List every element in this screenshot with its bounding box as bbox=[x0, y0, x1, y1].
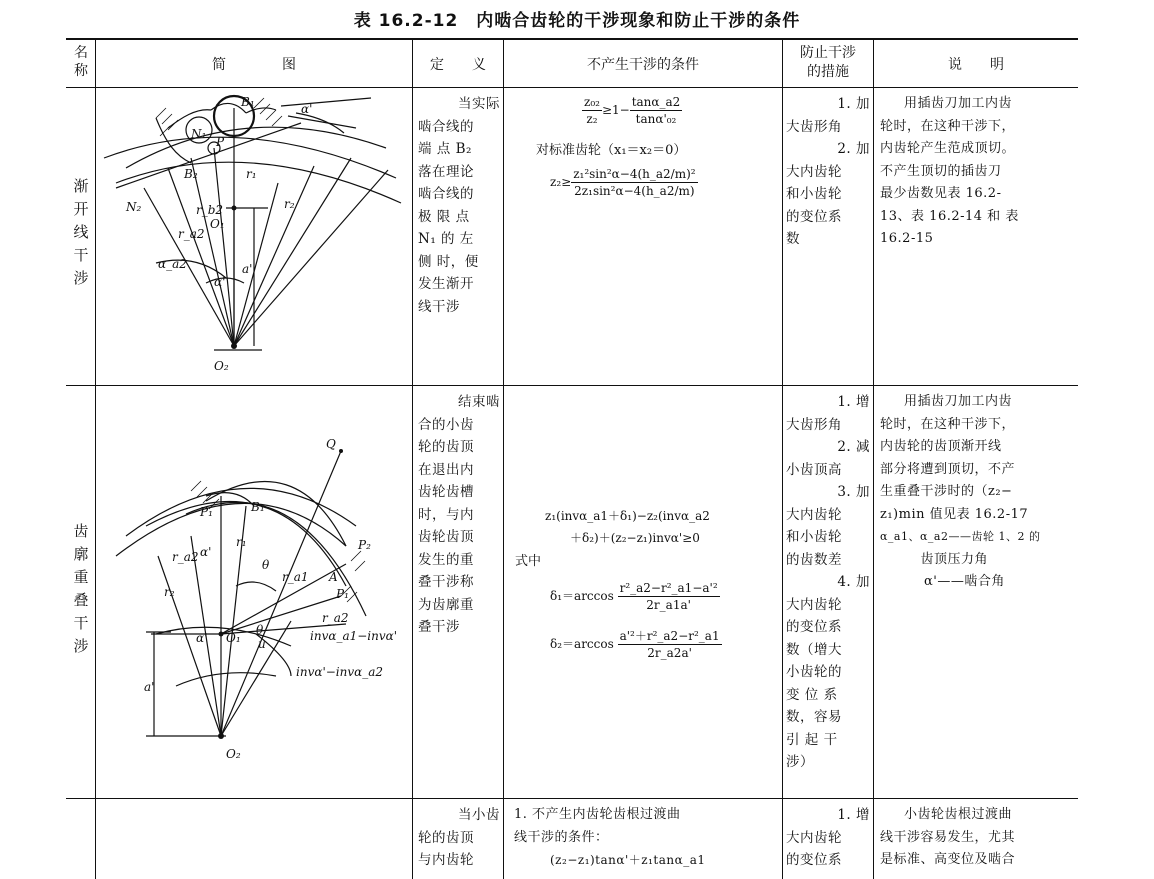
table-title: 表 16.2-12 内啮合齿轮的干涉现象和防止干涉的条件 bbox=[353, 11, 801, 31]
label-alpha-a2: α_a2 bbox=[158, 257, 187, 271]
label-ra2: r_a2 bbox=[172, 550, 199, 564]
label-B1: B₁ bbox=[241, 95, 255, 109]
row2-name: 齿 廓 重 叠 干 涉 bbox=[73, 522, 89, 655]
label-ra2: r_a2 bbox=[178, 227, 205, 241]
label-O2: O₂ bbox=[226, 747, 241, 761]
row2-cond-line3: 式中 bbox=[515, 554, 542, 569]
label-alpha-prime: α' bbox=[214, 275, 226, 289]
label-B2: B₂ bbox=[184, 167, 198, 181]
label-ra2-small: r_a2 bbox=[322, 611, 349, 625]
label-O2: O₂ bbox=[214, 359, 229, 373]
row1-note: 用插齿刀加工内齿 轮时，在这种干涉下， 内齿轮产生范成顶切。 不产生顶切的插齿刀 最少齿数见表 16.2- 13、表 16.2-14 和 表 16.2-15 bbox=[880, 96, 1019, 246]
label-r1: r₁ bbox=[236, 535, 247, 549]
header-note: 说 明 bbox=[948, 57, 1004, 73]
label-alpha-prime-low: α' bbox=[196, 631, 208, 645]
label-P1: P₁ bbox=[336, 587, 349, 601]
label-ra1: r_a1 bbox=[282, 570, 309, 584]
label-N1: N₁ bbox=[191, 127, 207, 141]
label-rb2: r_b2 bbox=[196, 203, 224, 217]
row1-diagram bbox=[96, 88, 412, 385]
header-measure: 防止干涉 的措施 bbox=[800, 45, 856, 80]
label-inv-2: invα'−invα_a2 bbox=[296, 665, 384, 679]
label-P2: P₂ bbox=[358, 538, 371, 552]
label-inv-1: invα_a1−invα' bbox=[310, 629, 398, 643]
label-P: P bbox=[216, 135, 225, 149]
row2-delta2: δ₂＝arccos $\frac{\text{a'²＋r²\_a2−r²\_a1}}{2r\_a2a'}$ bbox=[550, 629, 720, 660]
col-divider-5 bbox=[873, 38, 874, 879]
label-r1: r₁ bbox=[246, 167, 257, 181]
table-top-rule bbox=[66, 38, 1078, 40]
row2-note: 用插齿刀加工内齿 轮时，在这种干涉下， 内齿轮的齿顶渐开线 部分将遭到顶切，不产 生重叠干涉时的（z₂− z₁)min 值见表 16.2-17 α_a1、α_a2——齿轮 1、2 的 齿顶压力角 α'——啮合角 bbox=[880, 394, 1041, 589]
label-O1: O₁ bbox=[210, 217, 225, 231]
row2-delta1: δ₁＝arccos $\frac{\text{r²\_a2−r²\_a1−a'²}}{2r\_a1a'}$ bbox=[550, 581, 718, 612]
label-Q: Q bbox=[326, 437, 336, 451]
row1-name: 渐 开 线 干 涉 bbox=[73, 177, 89, 287]
label-r2: r₂ bbox=[284, 197, 295, 211]
label-alpha-prime-top: α' bbox=[301, 102, 313, 116]
row1-std-line: 对标准齿轮（x₁＝x₂＝0） bbox=[536, 143, 687, 158]
row2-cond-line1: z₁(invα_a1＋δ₁)−z₂(invα_a2 bbox=[545, 509, 710, 523]
col-divider-3 bbox=[503, 38, 504, 879]
label-theta-low: θ bbox=[256, 623, 264, 637]
header-sketch: 简 图 bbox=[212, 57, 296, 73]
header-name: 名 称 bbox=[74, 45, 88, 79]
label-A: A bbox=[329, 570, 338, 584]
label-alpha-prime: α' bbox=[200, 545, 212, 559]
label-theta: θ bbox=[262, 558, 270, 572]
row3-measure: 1. 增 大内齿轮 的变位系 bbox=[786, 807, 870, 868]
label-a-prime: a' bbox=[144, 680, 155, 694]
header-condition: 不产生干涉的条件 bbox=[587, 57, 699, 73]
row1-definition: 当实际 啮合线的 端 点 B₂ 落在理论 啮合线的 极 限 点 N₁ 的 左 侧 时，便 发生渐开 线干涉 bbox=[418, 96, 500, 315]
header-definition: 定 义 bbox=[430, 57, 486, 73]
row2-diagram bbox=[96, 386, 412, 798]
row1-eq1: $\frac{\text{z₀₂}}{\text{z₂}}$ ≥1− $\frac{\tan\alpha\_a2}{\text{tanα'₀₂}}$ bbox=[584, 95, 681, 126]
row3-condition: 1. 不产生内齿轮齿根过渡曲 线干涉的条件： (z₂−z₁)tanα'＋z₁tanα_a1 bbox=[514, 807, 706, 867]
row2-bottom-rule bbox=[66, 798, 1078, 799]
label-a-prime: a' bbox=[242, 262, 253, 276]
row1-measure: 1. 加 大齿形角 2. 加 大内齿轮 和小齿轮 的变位系 数 bbox=[786, 96, 870, 247]
row3-definition: 当小齿 轮的齿顶 与内齿轮 bbox=[418, 807, 500, 868]
label-r2: r₂ bbox=[164, 585, 175, 599]
row3-note: 小齿轮齿根过渡曲 线干涉容易发生，尤其 是标准、高变位及啮合 bbox=[880, 807, 1016, 867]
row1-eq2: z₂≥ $\frac{\text{z₁²sin²α−4(h\_a2/m)²}}{\text{2z₁sin²α−4(h\_a2/m)}}$ bbox=[550, 167, 696, 198]
row2-cond-line2: ＋δ₂)＋(z₂−z₁)invα'≥0 bbox=[570, 531, 700, 545]
label-N2: N₂ bbox=[126, 200, 142, 214]
col-divider-4 bbox=[782, 38, 783, 879]
label-P1-top: P₁ bbox=[200, 505, 213, 519]
col-divider-2 bbox=[412, 38, 413, 879]
row2-definition: 结束啮 合的小齿 轮的齿顶 在退出内 齿轮齿槽 时，与内 齿轮齿顶 发生的重 叠干涉称 为齿廓重 叠干涉 bbox=[418, 394, 500, 635]
row2-measure: 1. 增 大齿形角 2. 减 小齿顶高 3. 加 大内齿轮 和小齿轮 的齿数差 4. 加 大内齿轮 的变位系 数（增大 小齿轮的 变 位 系 数，容易 引 起 干 涉） bbox=[786, 394, 870, 770]
label-u: u bbox=[258, 637, 266, 651]
label-B1: B₁ bbox=[251, 500, 265, 514]
label-O1: O₁ bbox=[226, 631, 241, 645]
